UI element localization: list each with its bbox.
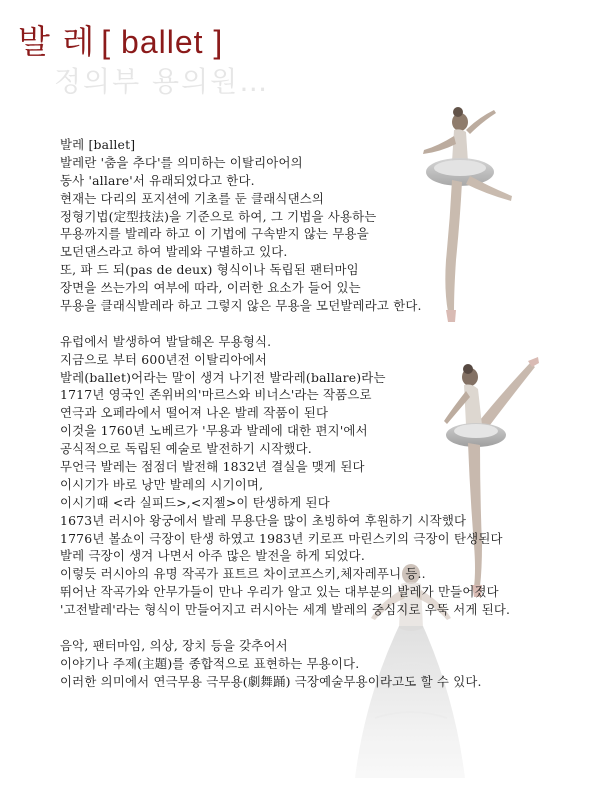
title-korean: 발 레 <box>18 22 96 61</box>
article-body <box>60 136 580 691</box>
text-line: 장면을 쓰는가의 여부에 따라, 이러한 요소가 들어 있는 <box>60 280 361 296</box>
text-line: 음악, 팬터마임, 의상, 장치 등을 갖추어서 <box>60 637 288 653</box>
text-line: '고전발레'라는 형식이 만들어지고 러시아는 세계 발레의 중심지로 우뚝 서게 된다. <box>60 602 511 618</box>
text-line: 이렇듯 러시아의 유명 작곡가 표트르 차이코프스키,체자레푸니 등.. <box>60 566 426 582</box>
header <box>18 22 438 102</box>
paragraph-gap <box>60 619 580 637</box>
text-line: 1717년 영국인 존위버의'마르스와 비너스'라는 작품으로 <box>60 387 372 403</box>
text-line: 정형기법(定型技法)을 기준으로 하여, 그 기법을 사용하는 <box>60 208 377 224</box>
text-line: 무용을 클래식발레라 하고 그렇지 않은 무용을 모던발레라고 한다. <box>60 298 422 314</box>
text-line: 현재는 다리의 포지션에 기초를 둔 클래식댄스의 <box>60 190 325 206</box>
text-line: 모던댄스라고 하여 발레와 구별하고 있다. <box>60 244 288 260</box>
page-title <box>18 22 223 62</box>
text-line: 발레 [ballet] <box>60 137 136 152</box>
paragraph-history <box>60 333 580 619</box>
text-line: 무용까지를 발레라 하고 이 기법에 구속받지 않는 무용을 <box>60 226 369 242</box>
text-line: 발레(ballet)어라는 말이 생겨 나기전 발라레(ballare)라는 <box>60 369 386 385</box>
paragraph-summary <box>60 637 580 691</box>
title-english: [ ballet ] <box>101 24 224 60</box>
text-line: 발레란 '춤을 추다'를 의미하는 이탈리아어의 <box>60 154 303 170</box>
text-line: 발레 극장이 생겨 나면서 아주 많은 발전을 하게 되었다. <box>60 548 365 564</box>
text-line: 지금으로 부터 600년전 이탈리아에서 <box>60 351 268 367</box>
text-line: 뛰어난 작곡가와 안무가들이 만나 우리가 알고 있는 대부분의 발레가 만들어졌다 <box>60 584 499 600</box>
text-line: 이시기가 바로 낭만 발레의 시기이며, <box>60 476 264 492</box>
text-line: 1673년 러시아 왕궁에서 발레 무용단을 많이 초빙하여 후원하기 시작했다 <box>60 512 467 528</box>
text-line: 이것을 1760년 노베르가 '무용과 발레에 대한 편지'에서 <box>60 423 368 439</box>
paragraph-gap <box>60 315 580 333</box>
text-line: 1776년 볼쇼이 극장이 탄생 하였고 1983년 키로프 마린스키의 극장이 탄생된다 <box>60 530 503 546</box>
text-line: 연극과 오페라에서 떨어져 나온 발레 작품이 된다 <box>60 405 329 421</box>
text-line: 무언극 발레는 점점더 발전해 1832년 결실을 맺게 된다 <box>60 459 365 475</box>
text-line: 이시기때 <라 실피드>,<지젤>이 탄생하게 된다 <box>60 494 330 510</box>
text-line: 이러한 의미에서 연극무용 극무용(劇舞踊) 극장예술무용이라고도 할 수 있다. <box>60 673 482 689</box>
text-line: 공식적으로 독립된 예술로 발전하기 시작했다. <box>60 441 312 457</box>
paragraph-definition <box>60 136 580 315</box>
text-line: 또, 파 드 되(pas de deux) 형식이나 독립된 팬터마임 <box>60 262 359 278</box>
text-line: 이야기나 주제(主題)를 종합적으로 표현하는 무용이다. <box>60 655 360 671</box>
text-line: 유럽에서 발생하여 발달해온 무용형식. <box>60 333 272 349</box>
text-line: 동사 'allare'서 유래되었다고 한다. <box>60 172 255 188</box>
subtitle-watermark: 정의부 용의원… <box>54 65 270 98</box>
